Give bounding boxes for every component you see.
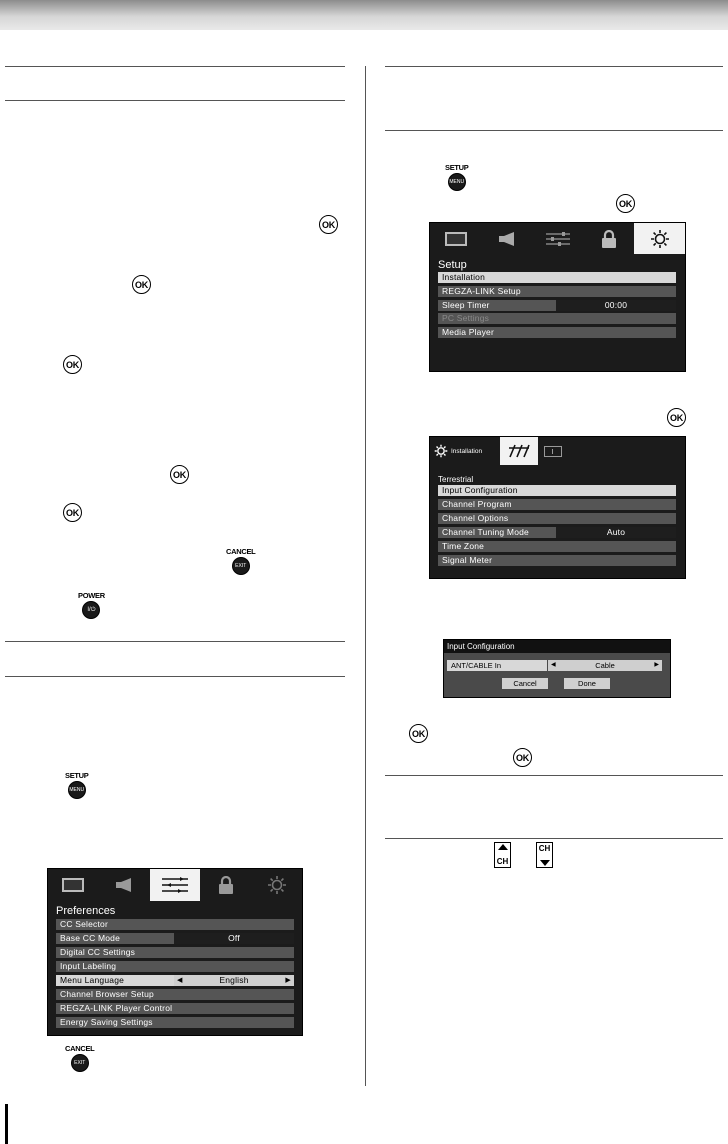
lock-tab[interactable] <box>200 869 251 901</box>
menu-language-value[interactable] <box>174 975 294 986</box>
menu-item-cc-selector[interactable]: CC Selector <box>56 919 294 930</box>
menu-title: Setup <box>438 259 467 271</box>
lock-tab[interactable] <box>583 223 634 254</box>
menu-item-channel-browser-setup[interactable]: Channel Browser Setup <box>56 989 294 1000</box>
rule <box>385 66 723 67</box>
cancel-exit-button-icon: CANCEL EXIT <box>226 548 255 575</box>
installation-menu-screen <box>429 436 686 579</box>
menu-item-channel-program[interactable]: Channel Program <box>438 499 676 510</box>
setup-tab[interactable] <box>634 223 685 254</box>
menu-item-installation[interactable]: Installation <box>438 272 676 283</box>
menu-item-channel-options[interactable]: Channel Options <box>438 513 676 524</box>
arrow-left-icon[interactable]: ◀ <box>551 662 556 668</box>
rule <box>385 130 723 131</box>
preferences-icon <box>546 232 570 246</box>
sound-tab[interactable] <box>481 223 532 254</box>
menu-item-input-labeling[interactable]: Input Labeling <box>56 961 294 972</box>
sound-icon <box>115 878 133 892</box>
base-cc-mode-value: Off <box>174 933 294 944</box>
menu-item-base-cc-mode[interactable]: Base CC Mode Off <box>56 933 294 944</box>
installation-tab-label: Installation <box>451 447 483 455</box>
menu-item-digital-cc-settings[interactable]: Digital CC Settings <box>56 947 294 958</box>
menu-item-signal-meter[interactable]: Signal Meter <box>438 555 676 566</box>
gear-icon <box>267 875 287 895</box>
preferences-tab[interactable] <box>532 223 583 254</box>
cancel-button[interactable]: Cancel <box>502 678 548 689</box>
rule <box>5 676 345 677</box>
ant-cable-label: ANT/CABLE In <box>447 660 547 671</box>
menu-language-text: English <box>219 975 249 985</box>
menu-item-input-configuration[interactable]: Input Configuration <box>438 485 676 496</box>
setup-menu-screen <box>429 222 686 372</box>
menu-item-time-zone[interactable]: Time Zone <box>438 541 676 552</box>
arrow-right-icon[interactable]: ▶ <box>654 662 659 668</box>
channel-up-button-icon: CH <box>494 842 511 868</box>
header-bar <box>0 0 728 30</box>
ant-cable-selector[interactable] <box>548 660 662 671</box>
setup-menu-button-icon: SETUP MENU <box>445 164 469 191</box>
menu-item-pc-settings: PC Settings <box>438 313 676 324</box>
channel-down-button-icon: CH <box>536 842 553 868</box>
dialog-title: Input Configuration <box>444 640 670 653</box>
setup-tab[interactable] <box>251 869 302 901</box>
arrow-right-icon[interactable]: ▶ <box>285 977 291 984</box>
lock-icon <box>218 876 234 894</box>
ok-button-icon: OK <box>319 215 338 234</box>
preferences-icon <box>162 877 188 893</box>
ok-button-icon: OK <box>616 194 635 213</box>
column-divider <box>365 66 366 1086</box>
rule <box>5 66 345 67</box>
ok-button-icon: OK <box>170 465 189 484</box>
section-title: Terrestrial <box>438 475 474 484</box>
gear-icon <box>434 444 448 458</box>
picture-tab[interactable] <box>430 223 481 254</box>
ok-button-icon: OK <box>63 503 82 522</box>
menu-item-regza-link-player-control[interactable]: REGZA-LINK Player Control <box>56 1003 294 1014</box>
picture-icon <box>62 878 84 892</box>
page-edge-mark <box>5 1104 8 1144</box>
ok-button-icon: OK <box>667 408 686 427</box>
cancel-exit-button-icon: CANCEL EXIT <box>65 1045 94 1072</box>
menu-item-energy-saving-settings[interactable]: Energy Saving Settings <box>56 1017 294 1028</box>
preferences-tab[interactable] <box>150 869 201 901</box>
menu-item-menu-language[interactable]: Menu Language ◀ English ▶ <box>56 975 294 986</box>
setup-menu-button-icon: SETUP MENU <box>65 772 89 799</box>
ok-button-icon: OK <box>409 724 428 743</box>
menu-item-regza-link-setup[interactable]: REGZA-LINK Setup <box>438 286 676 297</box>
antenna-icon <box>508 444 530 458</box>
menu-title: Preferences <box>56 905 116 917</box>
terrestrial-tab[interactable] <box>500 437 538 465</box>
sleep-timer-value: 00:00 <box>556 300 676 311</box>
preferences-menu-screen <box>47 868 303 1036</box>
gear-icon <box>650 229 670 249</box>
ant-cable-value: Cable <box>595 661 615 670</box>
lock-icon <box>601 230 617 248</box>
picture-icon <box>445 232 467 246</box>
menu-item-channel-tuning-mode[interactable]: Channel Tuning Mode Auto <box>438 527 676 538</box>
power-button-icon: POWER I/⏻ <box>78 592 105 619</box>
info-icon <box>544 446 562 457</box>
input-configuration-dialog <box>443 639 671 698</box>
rule <box>385 838 723 839</box>
ok-button-icon: OK <box>513 748 532 767</box>
rule <box>5 641 345 642</box>
sound-icon <box>498 232 516 246</box>
info-tab[interactable] <box>538 437 568 465</box>
ok-button-icon: OK <box>132 275 151 294</box>
channel-tuning-mode-value: Auto <box>556 527 676 538</box>
menu-item-sleep-timer[interactable]: Sleep Timer 00:00 <box>438 300 676 311</box>
installation-tab[interactable] <box>430 437 494 465</box>
rule <box>5 100 345 101</box>
arrow-left-icon[interactable]: ◀ <box>177 977 183 984</box>
sound-tab[interactable] <box>99 869 150 901</box>
picture-tab[interactable] <box>48 869 99 901</box>
rule <box>385 775 723 776</box>
done-button[interactable]: Done <box>564 678 610 689</box>
menu-item-media-player[interactable]: Media Player <box>438 327 676 338</box>
ok-button-icon: OK <box>63 355 82 374</box>
